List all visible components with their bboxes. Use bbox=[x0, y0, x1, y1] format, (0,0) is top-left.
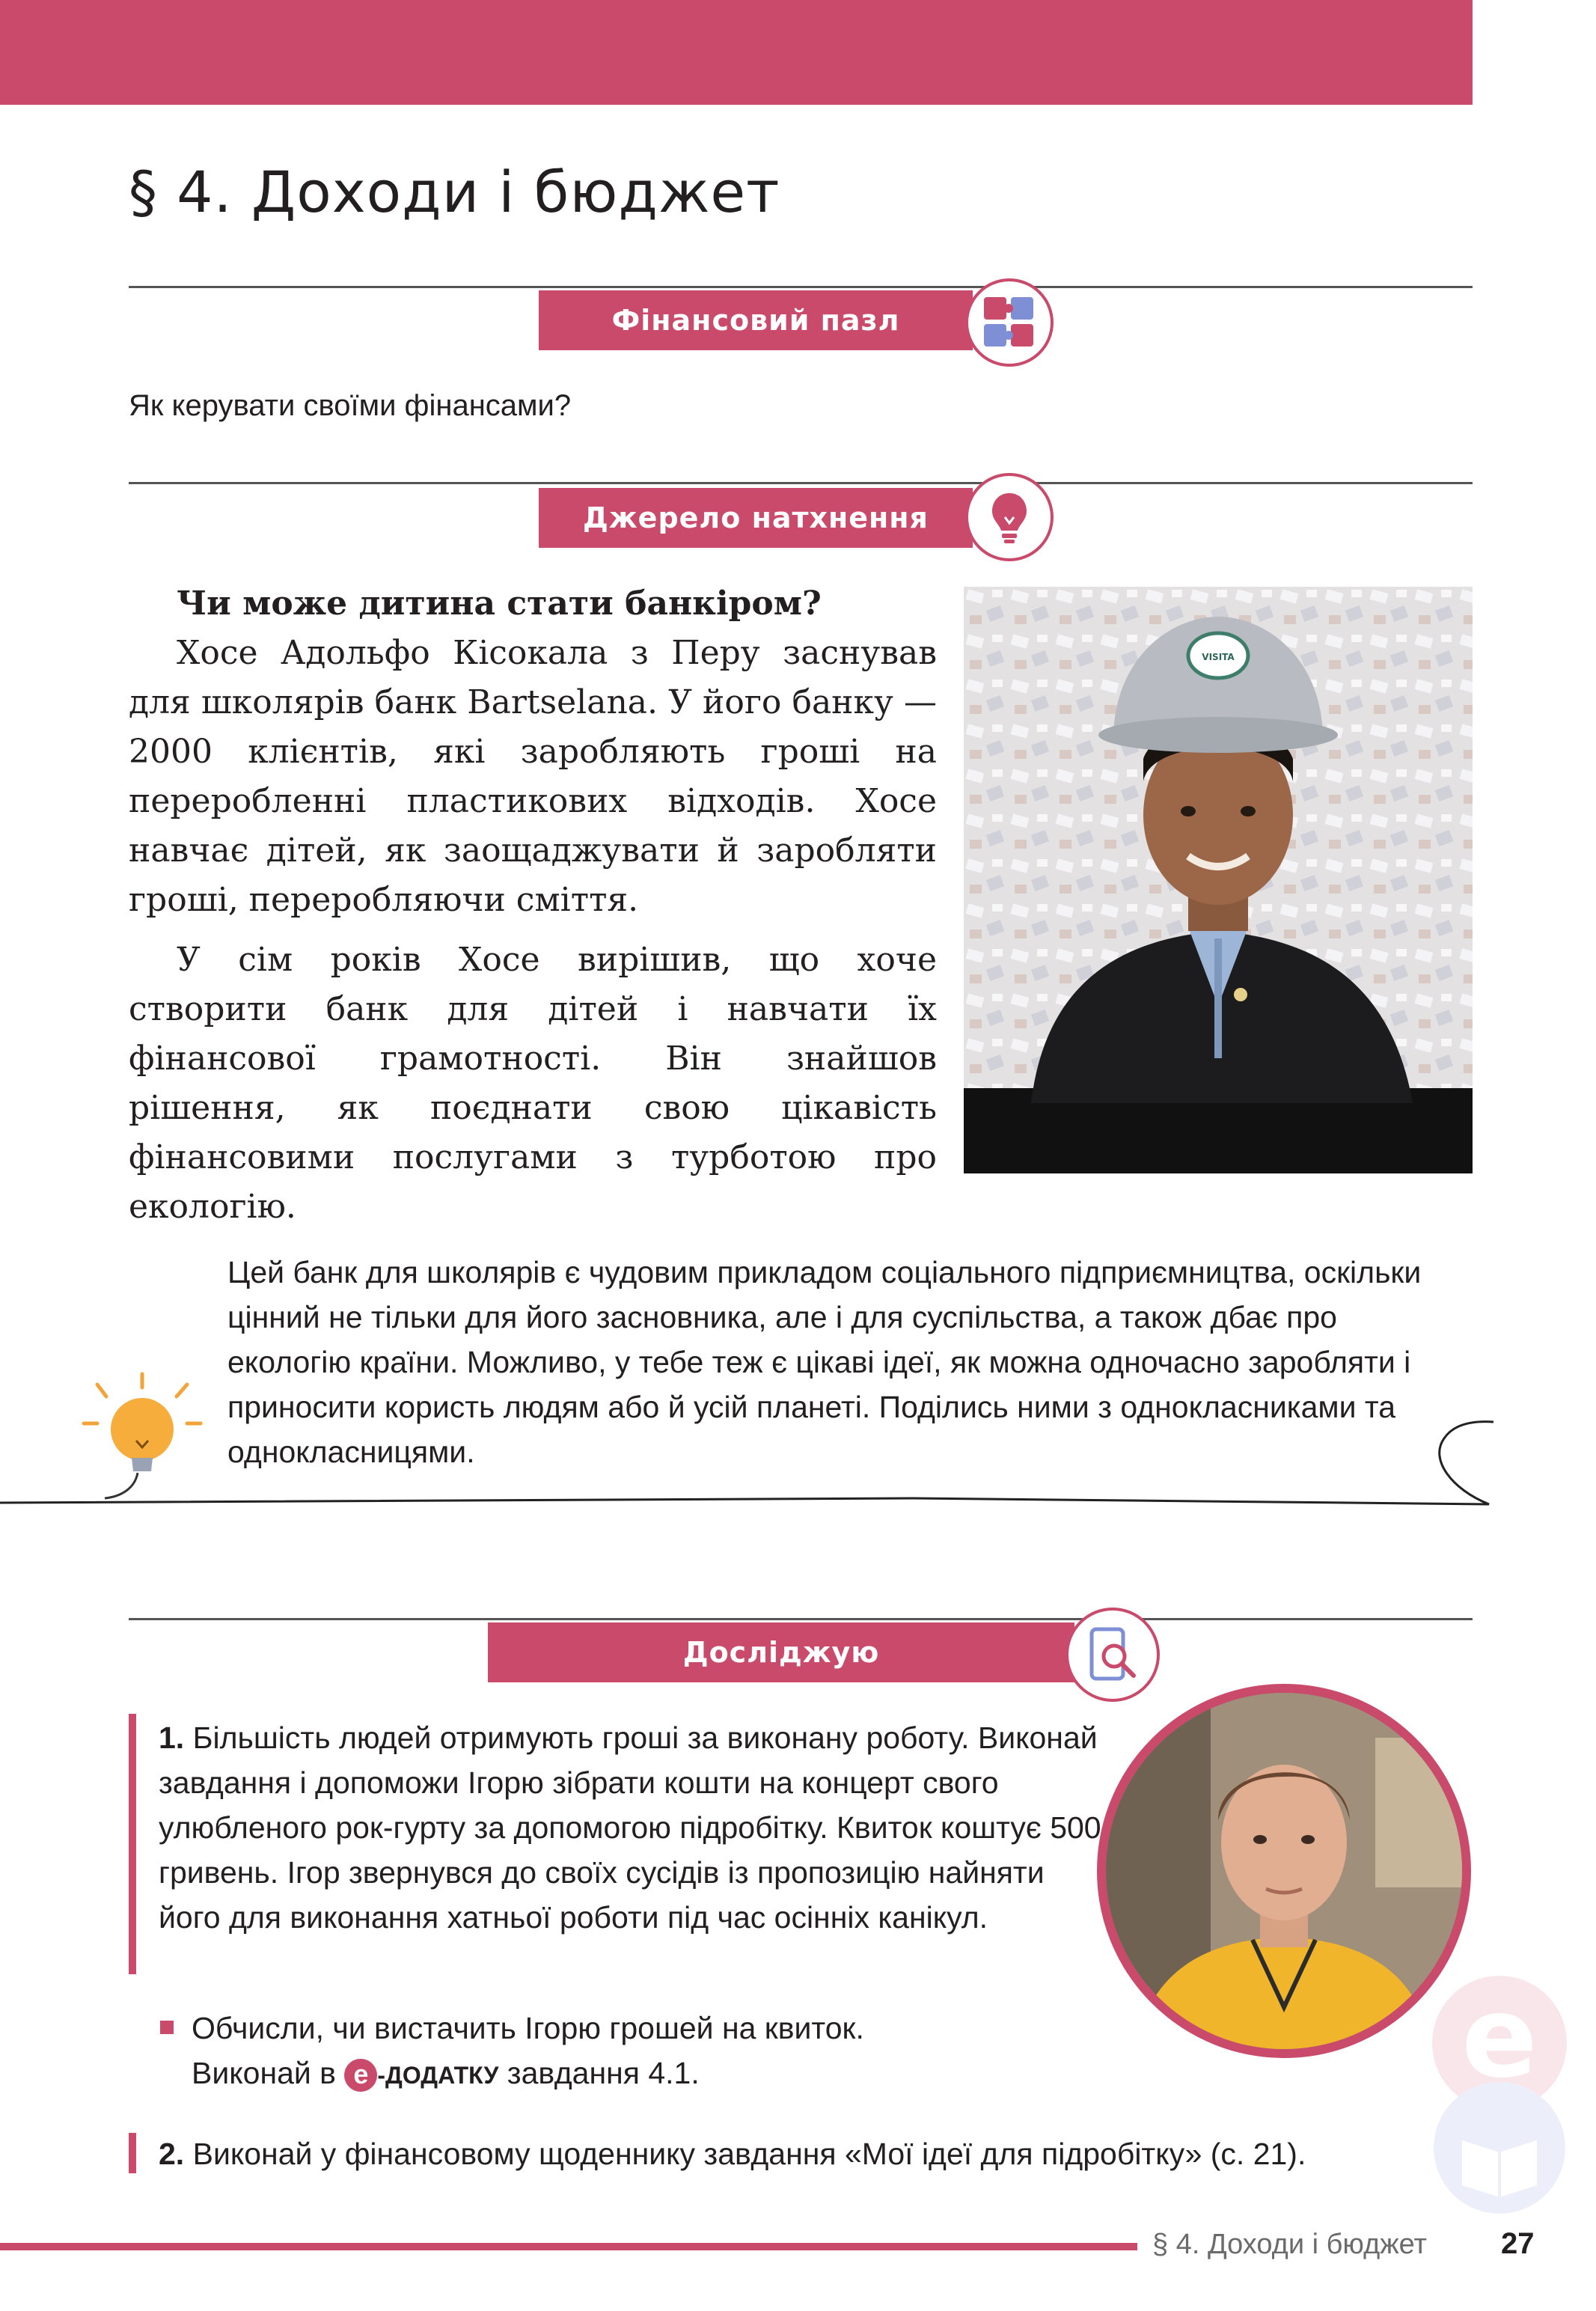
bullet-line-2-pre: Виконай в bbox=[192, 2056, 336, 2090]
story-heading: Чи може дитина стати банкіром? bbox=[177, 584, 822, 623]
task-1 bbox=[159, 1715, 1101, 1940]
section-rule-explore bbox=[129, 1618, 1473, 1620]
tablet-magnifier-icon bbox=[1065, 1608, 1160, 1702]
bullet-line-2 bbox=[192, 2051, 1089, 2098]
section-tag-inspiration: Джерело натхнення bbox=[539, 488, 973, 548]
bullet-square bbox=[160, 2021, 174, 2034]
section-rule-puzzle bbox=[129, 286, 1473, 288]
e-watermark-icon bbox=[1425, 1973, 1574, 2215]
top-color-bar bbox=[0, 0, 1473, 105]
story-paragraph-1: Хосе Адольфо Кісокала з Перу заснував для школярів банк Bartselana. У його банку — 2000 клієнтів, які заробляють гроші на переробленні пластикових відходів. Хосе навчає дітей, як заощаджувати й заробляти гроші, переробляючи сміття. bbox=[129, 634, 937, 919]
watermark-letter: e bbox=[1461, 1973, 1538, 2103]
story-block bbox=[129, 579, 937, 1232]
task2-number: 2. bbox=[159, 2137, 185, 2171]
callout-text: Цей банк для школярів є чудовим прикладом соціального підприємництва, оскільки цінний не тільки для його засновника, але і для суспільства, а також дбає про екологію країни. Можливо, у тебе теж є цікаві ідеї, як можна одночасно заробляти і приносити користь людям або й усій планеті. Поділись ними з однокласниками та однокласницями. bbox=[227, 1255, 1422, 1469]
igor-photo bbox=[1097, 1684, 1471, 2058]
footer-section-title: § 4. Доходи і бюджет bbox=[1152, 2229, 1427, 2260]
task-2 bbox=[159, 2131, 1505, 2176]
puzzle-question: Як керувати своїми фінансами? bbox=[129, 389, 572, 422]
page-number: 27 bbox=[1501, 2227, 1535, 2260]
section-tag-puzzle: Фінансовий пазл bbox=[539, 290, 973, 350]
section-tag-explore: Досліджую bbox=[488, 1622, 1074, 1682]
puzzle-icon bbox=[965, 278, 1054, 367]
bullet-line-2-post: завдання 4.1. bbox=[507, 2056, 700, 2090]
section-rule-inspiration bbox=[129, 482, 1473, 484]
task1-text: Більшість людей отримують гроші за виконану роботу. Виконай завдання і допоможи Ігорю зібрати кошти на концерт свого улюбленого рок-гурту за допомогою підробітку. Квиток коштує 500 гривень. Ігор звернувся до своїх сусідів із пропозицію найняти його для виконання хатньої роботи під час осінніх канікул. bbox=[159, 1721, 1101, 1935]
story-paragraph-2: У сім років Хосе вирішив, що хоче створити банк для дітей і навчати їх фінансової грамотності. Він знайшов рішення, як поєднати свою цікавість фінансовими послугами з турботою про екологію. bbox=[129, 941, 937, 1226]
task2-marker bbox=[129, 2133, 136, 2173]
footer-line bbox=[0, 2243, 1137, 2250]
task1-number: 1. bbox=[159, 1721, 185, 1755]
task2-text: Виконай у фінансовому щоденнику завдання «Мої ідеї для підробітку» (с. 21). bbox=[192, 2137, 1306, 2171]
lightbulb-icon bbox=[965, 473, 1054, 561]
e-addon-label[interactable]: -ДОДАТКУ bbox=[377, 2062, 499, 2089]
e-addon-icon[interactable]: e bbox=[344, 2059, 377, 2092]
jose-photo bbox=[964, 587, 1473, 1173]
helmet-sticker-text: VISITA bbox=[1202, 652, 1235, 662]
bullet-line-1: Обчисли, чи вистачить Ігорю грошей на квиток. bbox=[192, 2011, 864, 2045]
page-title: § 4. Доходи і бюджет bbox=[129, 159, 780, 225]
bullet-item bbox=[192, 2006, 1089, 2098]
task1-marker bbox=[129, 1714, 136, 1974]
callout-underline bbox=[0, 1399, 1496, 1519]
